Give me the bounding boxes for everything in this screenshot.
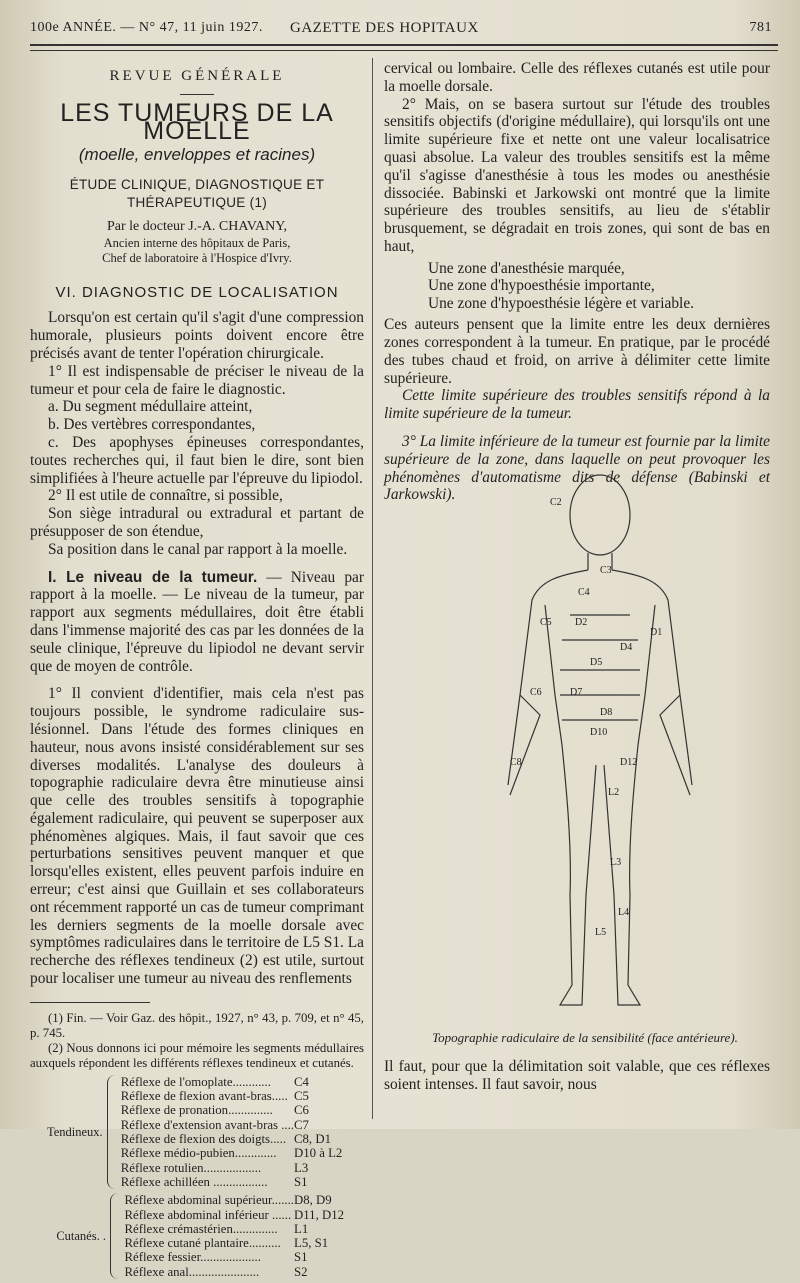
reflex-row [124, 1193, 364, 1207]
reflex-level: C7 [294, 1117, 309, 1132]
torso-outline [545, 605, 655, 745]
section-heading: VI. DIAGNOSTIC DE LOCALISATION [55, 283, 339, 301]
dermatome-label: C6 [530, 687, 542, 698]
reflex-name: Réflexe de pronation.............. [120, 1103, 273, 1118]
dermatome-label: D8 [600, 707, 613, 718]
footnote: (1) Fin. — Voir Gaz. des hôpit., 1927, n° 43, p. 709, et n° 45, p. 745. [30, 1010, 364, 1040]
reflex-group-cutanes [30, 1193, 364, 1279]
figure-caption: Topographie radiculaire de la sensibilité (face antérieure). [432, 1030, 738, 1045]
paragraph: Il faut, pour que la délimitation soit valable, que ces réflexes soient intenses. Il faut savoir, nous [384, 1058, 770, 1093]
journal-title: GAZETTE DES HOPITAUX [290, 20, 479, 36]
dermatome-label: C8 [510, 757, 522, 768]
reflex-row [124, 1208, 364, 1222]
reflex-group-tendineux [30, 1075, 364, 1189]
dermatome-label: D1 [650, 627, 663, 638]
reflex-name: Réflexe de flexion des doigts..... [120, 1132, 287, 1147]
paragraph: Ces auteurs pensent que la limite entre les deux dernières zones correspondent à la tumeur. En pratique, par le procédé des tubes chaud et froid, on arrive à délimiter cette limite supérieure. [384, 316, 770, 387]
paragraph [30, 569, 364, 676]
reflex-level: D10 à L2 [294, 1146, 343, 1161]
dermatome-label: L2 [608, 787, 620, 798]
reflex-name: Réflexe achilléen ................. [120, 1174, 268, 1189]
reflex-row [124, 1265, 364, 1279]
reflex-name: Réflexe d'extension avant-bras .... [120, 1117, 294, 1132]
reflex-name: Réflexe médio-pubien............. [120, 1146, 277, 1161]
reflex-level: L1 [294, 1221, 309, 1236]
footnote-rule [30, 1002, 150, 1003]
reflex-name: Réflexe de flexion avant-bras..... [120, 1089, 288, 1104]
reflex-table [30, 1075, 364, 1279]
reflex-row [124, 1236, 364, 1250]
reflex-level: S1 [294, 1174, 308, 1189]
dermatome-label: D7 [570, 687, 583, 698]
dermatome-label: D10 [590, 727, 608, 738]
dermatome-label: D4 [620, 642, 633, 653]
group-label: Cutanés. . [56, 1228, 106, 1243]
subsection-heading: I. Le niveau de la tumeur. [48, 568, 258, 586]
author-title-1: Ancien interne des hôpitaux de Paris, [103, 235, 291, 250]
arms-outline [508, 570, 692, 785]
list-item: b. Des vertèbres correspondantes, [48, 416, 256, 434]
brace [107, 1075, 117, 1189]
list-item: c. Des apophyses épineuses correspondantes, toutes recherches qui, il faut bien le dire, sont bien simplifiées à l'heure actuelle par l'épreuve du lipiodol. [30, 433, 364, 487]
section-kicker: REVUE GÉNÉRALE [109, 68, 285, 84]
paragraph: 3° La limite inférieure de la tumeur est fournie par la limite supérieure de la zone, dans laquelle on peut provoquer les phénomènes d'automatisme dits de défense (Babinski et Jarkowski). [384, 433, 770, 504]
reflex-level: C6 [294, 1103, 309, 1118]
reflex-row [121, 1103, 364, 1117]
paragraph: 1° Il convient d'identifier, mais cela n'est pas toujours possible, le syndrome radiculaire sus-lésionnel. Dans l'étude des formes cliniques en hauteur, nous avons insisté considérablement sur ses diverses modalités. L'analyse des douleurs à topographie radiculaire devra être minutieuse ainsi que celle des troubles sensitifs à topographie également radiculaire, qui peuvent se superposer aux phénomènes algiques. Mais, il faut savoir que ces perturbations sensitives peuvent manquer et que lorsqu'elles existent, elles peuvent parfois induire en erreur; c'est ainsi que Guillain et ses collaborateurs ont récemment rapporté un cas de tumeur comprimant les derniers segments de la moelle dorsale avec symptômes radiculaires dans le territoire de L5 S1. La recherche des réflexes tendineux (2) est utile, surtout pour localiser une tumeur au niveau des renflements [30, 685, 364, 988]
right-column [384, 60, 770, 504]
dermatome-label: C3 [600, 565, 612, 576]
header-rule [30, 44, 778, 46]
left-column [30, 60, 364, 1283]
reflex-name: Réflexe anal...................... [124, 1264, 260, 1279]
list-item: a. Du segment médullaire atteint, [48, 398, 253, 416]
paragraph: 2° Il est utile de connaître, si possible, [48, 487, 283, 505]
reflex-row [121, 1075, 364, 1089]
dermatome-label: D5 [590, 657, 603, 668]
reflex-level: C8, D1 [294, 1132, 331, 1147]
brace [110, 1193, 121, 1279]
reflex-level: L5, S1 [294, 1236, 329, 1251]
reflex-row [121, 1132, 364, 1146]
dermatome-label: C4 [578, 587, 590, 598]
paragraph: 1° Il est indispensable de préciser le niveau de la tumeur et pour cela de faire le diagnostic. [30, 362, 364, 398]
reflex-name: Réflexe abdominal inférieur ...... [124, 1207, 292, 1222]
zone-item: Une zone d'hypoesthésie légère et variable. [428, 294, 695, 312]
running-header [30, 18, 780, 38]
paragraph: cervical ou lombaire. Celle des réflexes cutanés est utile pour la moelle dorsale. [384, 60, 770, 95]
issue-info: 100e ANNÉE. — N° 47, 11 juin 1927. [30, 20, 263, 35]
dermatome-figure [500, 465, 700, 1025]
paragraph: Lorsqu'on est certain qu'il s'agit d'une compression humorale, plusieurs points doivent encore être précisés avant de tenter l'opération chirurgicale. [30, 309, 364, 362]
dermatome-label: D12 [620, 757, 638, 768]
paragraph-text: — Niveau par rapport à la moelle. — Le niveau de la tumeur, par rapport aux segments médullaires, doit être établi dans l'immense majorité des cas par les données de la seule clinique, l'épreuve du lipiodol ne devant servir que de moyen de contrôle. [30, 568, 364, 675]
reflex-level: L3 [294, 1160, 309, 1175]
reflex-row [124, 1250, 364, 1264]
reflex-level: D8, D9 [294, 1193, 332, 1208]
reflex-level: C5 [294, 1089, 309, 1104]
right-leg-outline [604, 745, 640, 1005]
author-line: Par le docteur J.-A. CHAVANY, [106, 218, 288, 234]
paragraph: Son siège intradural ou extradural et partant de présupposer de son étendue, [30, 505, 364, 540]
author-title-2: Chef de laboratoire à l'Hospice d'Ivry. [102, 250, 292, 265]
reflex-level: C4 [294, 1074, 309, 1089]
left-leg-outline [560, 745, 596, 1005]
title-rule [180, 94, 214, 95]
dermatome-label: L5 [595, 927, 607, 938]
article-title: LES TUMEURS DE LA MOELLE [60, 98, 334, 145]
paragraph: 2° Mais, on se basera surtout sur l'étude des troubles sensitifs objectifs (d'origine médullaire), qui lorsqu'ils ont une limite supérieure fixe et nette ont une valeur localisatrice quasi absolue. La valeur des troubles sensitifs est la même qu'il s'agisse d'anesthésie à tous les modes ou anesthésie dissociée. Babinski et Jarkowski ont montré que la limite supérieure des troubles sensitifs, au lieu de s'établir brusquement, se dégradait en trois zones, qui sont de bas en haut, [384, 95, 770, 255]
reflex-name: Réflexe rotulien.................. [120, 1160, 262, 1175]
reflex-name: Réflexe cutané plantaire.......... [124, 1236, 281, 1251]
reflex-row [121, 1161, 364, 1175]
zone-item: Une zone d'hypoesthésie importante, [428, 277, 655, 295]
reflex-row [121, 1175, 364, 1189]
reflex-name: Réflexe de l'omoplate............ [120, 1074, 271, 1089]
dermatome-label: L4 [618, 907, 630, 918]
group-label: Tendineux. [46, 1124, 103, 1139]
dermatome-label: C5 [540, 617, 552, 628]
reflex-level: S2 [294, 1264, 308, 1279]
reflex-row [124, 1222, 364, 1236]
reflex-row [121, 1146, 364, 1160]
zone-item: Une zone d'anesthésie marquée, [428, 259, 625, 277]
zones-list [384, 260, 770, 313]
paragraph: Cette limite supérieure des troubles sensitifs répond à la limite supérieure de la tumeur. [384, 387, 770, 423]
reflex-name: Réflexe crémastérien.............. [124, 1221, 278, 1236]
dermatome-label: C2 [550, 497, 562, 508]
footnote: (2) Nous donnons ici pour mémoire les segments médullaires auxquels répondent les différents réflexes tendineux et cutanés. [30, 1040, 364, 1070]
article-subtitle: (moelle, enveloppes et racines) [78, 145, 316, 165]
dermatome-label: L3 [610, 857, 622, 868]
paragraph: Sa position dans le canal par rapport à la moelle. [48, 540, 348, 558]
article-heading: ÉTUDE CLINIQUE, DIAGNOSTIQUE ET THÉRAPEUTIQUE (1) [69, 177, 325, 210]
reflex-level: S1 [294, 1250, 308, 1265]
reflex-level: D11, D12 [294, 1207, 345, 1222]
reflex-name: Réflexe fessier................... [124, 1250, 261, 1265]
reflex-row [121, 1118, 364, 1132]
header-rule-thin [30, 50, 778, 51]
head-outline [570, 475, 630, 555]
page-number: 781 [749, 20, 772, 35]
reflex-row [121, 1089, 364, 1103]
dermatome-label: D2 [575, 617, 588, 628]
reflex-name: Réflexe abdominal supérieur....... [124, 1193, 294, 1208]
column-separator [372, 58, 373, 1119]
